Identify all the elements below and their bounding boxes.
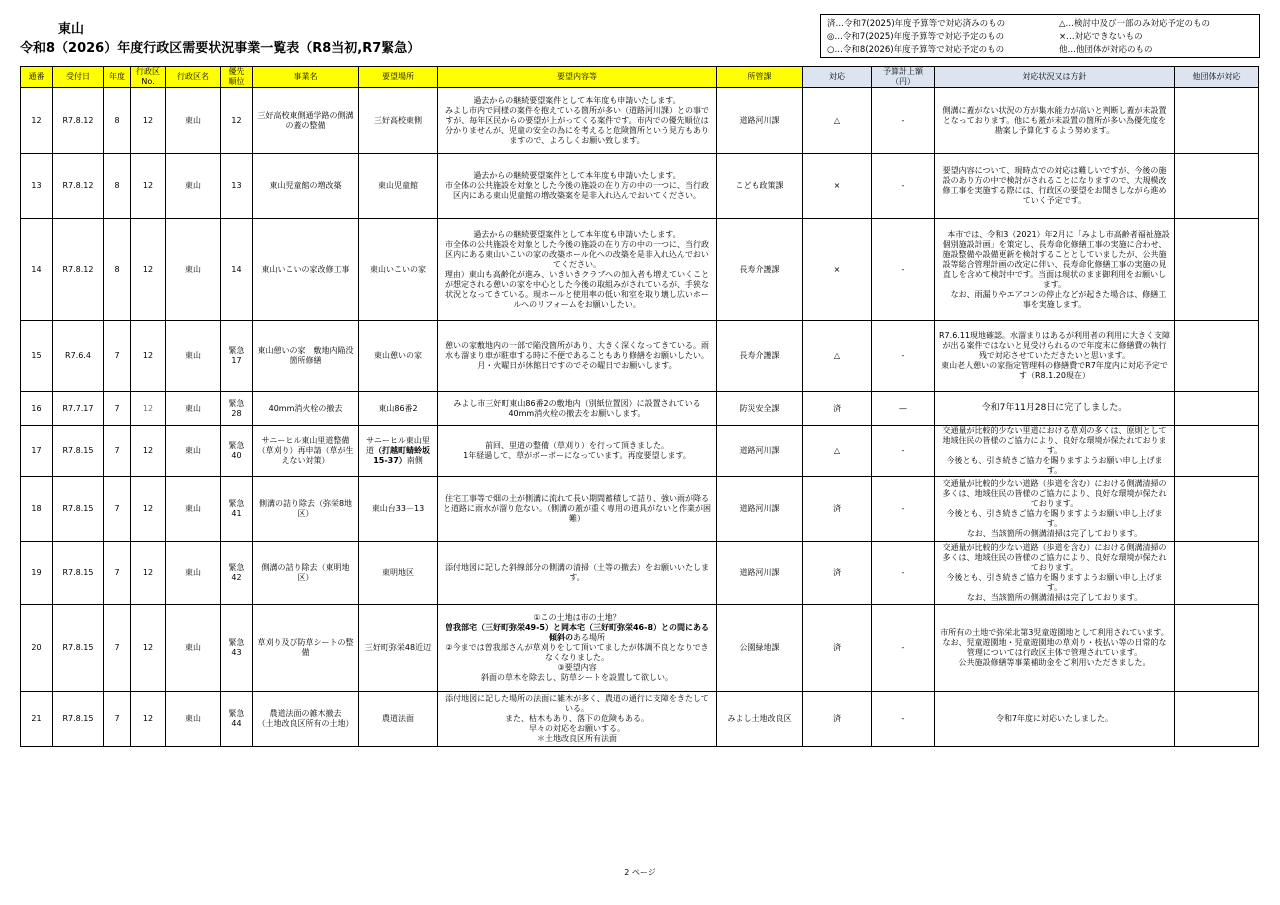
cell-district-name: 東山	[166, 542, 221, 605]
cell-priority: 緊急 28	[221, 392, 253, 426]
header-response: 対応	[803, 67, 872, 88]
cell-department: こども政策課	[717, 154, 803, 219]
place-text-part: 南側	[406, 456, 423, 465]
cell-department: 防災安全課	[717, 392, 803, 426]
table-row	[21, 154, 1259, 219]
cell-other	[1175, 88, 1259, 154]
cell-request: 前回、里道の整備（草刈り）を行って頂きました。 1年経過して、草がボーボーになっています。再度要望します。	[438, 426, 717, 477]
cell-department: 長寿介護課	[717, 219, 803, 321]
header-department: 所管課	[717, 67, 803, 88]
cell-response: △	[803, 88, 872, 154]
cell-place: 東山憩いの家	[359, 321, 438, 392]
legend-planned-r7: ◎…令和7(2025)年度予算等で対応予定のもの	[827, 32, 1005, 42]
header-request: 要望内容等	[438, 67, 717, 88]
cell-place: 東山台33－13	[359, 477, 438, 542]
cell-no: 19	[21, 542, 53, 605]
legend-other-org: 他…他団体が対応のもの	[1059, 45, 1153, 55]
cell-request: 過去からの継続要望案件として本年度も申請いたします。 みよし市内で同様の案件を抱えている箇所が多い（道路河川課）との事ですが、毎年区民からの要望が上がってくる案件です。市内での優先順位は分かりませんが、児童の安全の為にを考えると危険箇所という見方もありますので、よろしくお願い致します。	[438, 88, 717, 154]
cell-policy: 市所有の土地で弥栄北第3児童遊園地として利用されています。なお、児童遊園地・児童遊園地の草刈り・枝払い等の日常的な管理については行政区主体で管理されています。 公共施設修繕等事業補助金をご利用いただきました。	[935, 605, 1175, 692]
legend-not-possible: ×…対応できないもの	[1059, 32, 1143, 42]
request-table	[20, 66, 1259, 747]
place-text-part: サニーヒル東山里道	[366, 436, 430, 455]
cell-other	[1175, 542, 1259, 605]
cell-project: 側溝の詰り除去（東明地区）	[253, 542, 359, 605]
cell-budget: -	[872, 219, 935, 321]
table-row	[21, 88, 1259, 154]
cell-policy: 本市では、令和3（2021）年2月に「みよし市高齢者福祉施設個別施設計画」を策定し、長寿命化修繕工事の実施に合わせ、施設整備や設備更新を検討することとしていましたが、公共施設等総合管理計画の改定に伴い、長寿命化修繕工事の実施の見直しを含めて検討中です。当面は現状のまま御利用をお願いします。 なお、雨漏りやエアコンの停止などが起きた場合は、修繕工事を実施します。	[935, 219, 1175, 321]
cell-no: 17	[21, 426, 53, 477]
cell-policy: 要望内容について、現時点での対応は難しいですが、今後の施設のあり方の中で検討がされることになりますので、大規模改修工事を実施する際には、行政区の要望をお聞きしながら進めていく予定です。	[935, 154, 1175, 219]
header-date: 受付日	[53, 67, 104, 88]
cell-no: 15	[21, 321, 53, 392]
cell-year: 7	[104, 542, 131, 605]
table-body	[21, 88, 1259, 747]
cell-district-no: 12	[131, 154, 166, 219]
cell-request: みよし市三好町東山86番2の敷地内（別紙位置図）に設置されている40mm消火栓の撤去をお願いします。	[438, 392, 717, 426]
cell-response: △	[803, 426, 872, 477]
cell-other	[1175, 392, 1259, 426]
header-policy: 対応状況又は方針	[935, 67, 1175, 88]
cell-no: 20	[21, 605, 53, 692]
cell-district-name: 東山	[166, 88, 221, 154]
table-row	[21, 605, 1259, 692]
cell-request: 添付地図に記した斜線部分の側溝の清掃（土等の撤去）をお願いいたします。	[438, 542, 717, 605]
cell-district-name: 東山	[166, 154, 221, 219]
cell-request: 過去からの継続要望案件として本年度も申請いたします。 市全体の公共施設を対象とした今後の施設の在り方の中の一つに、当行政区内にある東山いこいの家の改築ホール化への改築を是非入れ込んでおいてください。 理由）東山も高齢化が進み、いきいきクラブへの加入者も増えていくことが想定される憩いの家を中心とした今後の取組みがされているが、手狭な状況となってきている。現ホールと使用率の低い和室を取り壊し広いホールへのリフォームをお願いしたい。	[438, 219, 717, 321]
cell-policy: 交通量が比較的少ない道路（歩道を含む）における側溝清掃の多くは、地域住民の皆様のご協力により、良好な環境が保たれております。 今後とも、引き続きご協力を賜りますようお願い申し上げます。 なお、当該箇所の側溝清掃は完了しております。	[935, 542, 1175, 605]
cell-response: 済	[803, 477, 872, 542]
cell-policy: 交通量が比較的少ない道路（歩道を含む）における側溝清掃の多くは、地域住民の皆様のご協力により、良好な環境が保たれております。 今後とも、引き続きご協力を賜りますようお願い申し上げます。 なお、当該箇所の側溝清掃は完了しております。	[935, 477, 1175, 542]
cell-response: 済	[803, 542, 872, 605]
cell-priority: 緊急 44	[221, 692, 253, 747]
cell-response: ×	[803, 219, 872, 321]
cell-district-no: 12	[131, 692, 166, 747]
cell-budget: -	[872, 154, 935, 219]
cell-project: 三好高校東側通学路の側溝の蓋の整備	[253, 88, 359, 154]
cell-district-name: 東山	[166, 605, 221, 692]
cell-district-name: 東山	[166, 426, 221, 477]
cell-no: 12	[21, 88, 53, 154]
cell-budget: -	[872, 542, 935, 605]
cell-priority: 14	[221, 219, 253, 321]
cell-other	[1175, 477, 1259, 542]
cell-year: 8	[104, 219, 131, 321]
cell-place: 東山86番2	[359, 392, 438, 426]
cell-year: 7	[104, 477, 131, 542]
cell-date: R7.8.12	[53, 219, 104, 321]
cell-date: R7.8.15	[53, 542, 104, 605]
legend-done: 済…令和7(2025)年度予算等で対応済みのもの	[827, 19, 1006, 29]
cell-date: R7.8.12	[53, 88, 104, 154]
header-other: 他団体が対応	[1175, 67, 1259, 88]
cell-date: R7.8.12	[53, 154, 104, 219]
page-title: 令和8（2026）年度行政区需要状況事業一覧表（R8当初,R7緊急）	[20, 41, 421, 56]
cell-place	[359, 426, 438, 477]
legend-planned-r8: ○…令和8(2026)年度予算等で対応予定のもの	[827, 45, 1005, 55]
cell-place: 農道法面	[359, 692, 438, 747]
cell-district-name: 東山	[166, 392, 221, 426]
cell-district-no: 12	[131, 426, 166, 477]
cell-policy: 令和7年度に対応いたしました。	[935, 692, 1175, 747]
cell-budget: -	[872, 321, 935, 392]
cell-district-name: 東山	[166, 219, 221, 321]
cell-request: 住宅工事等で畑の土が側溝に流れて長い期間蓄積して詰り、強い雨が降ると道路に雨水が溜り危ない。（側溝の蓋が重く専用の道具がないと作業が困難）	[438, 477, 717, 542]
header-place: 要望場所	[359, 67, 438, 88]
cell-budget: -	[872, 692, 935, 747]
cell-department: 道路河川課	[717, 477, 803, 542]
district-heading: 東山	[58, 22, 85, 37]
cell-request: 添付地図に記した場所の法面に雑木が多く、農道の通行に支障をきたしている。 また、枯木もあり、落下の危険もある。 早々の対応をお願いする。 ＊土地改良区所有法面	[438, 692, 717, 747]
cell-project: 東山憩いの家 敷地内陥没箇所修繕	[253, 321, 359, 392]
cell-year: 7	[104, 426, 131, 477]
cell-place: 東山児童館	[359, 154, 438, 219]
table-row	[21, 477, 1259, 542]
cell-district-no: 12	[131, 477, 166, 542]
cell-no: 13	[21, 154, 53, 219]
cell-priority: 12	[221, 88, 253, 154]
table-row	[21, 321, 1259, 392]
cell-department: 道路河川課	[717, 426, 803, 477]
table-row	[21, 392, 1259, 426]
header-no: 通番	[21, 67, 53, 88]
header-district-no: 行政区 No.	[131, 67, 166, 88]
request-text-part: 曽我部宅（三好町弥栄49-5）と岡本宅（三好町弥栄46-8）との間にある傾斜の	[444, 623, 710, 642]
cell-other	[1175, 692, 1259, 747]
cell-other	[1175, 219, 1259, 321]
cell-district-name: 東山	[166, 692, 221, 747]
cell-department: 公園緑地課	[717, 605, 803, 692]
cell-department: 道路河川課	[717, 542, 803, 605]
cell-no: 14	[21, 219, 53, 321]
header-district-name: 行政区名	[166, 67, 221, 88]
cell-no: 18	[21, 477, 53, 542]
cell-district-name: 東山	[166, 321, 221, 392]
header-project: 事業名	[253, 67, 359, 88]
cell-response: ×	[803, 154, 872, 219]
cell-priority: 緊急 17	[221, 321, 253, 392]
cell-date: R7.8.15	[53, 692, 104, 747]
cell-district-no: 12	[131, 542, 166, 605]
cell-project: 草刈り及び防草シートの整備	[253, 605, 359, 692]
header-row	[21, 67, 1259, 88]
cell-priority: 13	[221, 154, 253, 219]
cell-budget: -	[872, 426, 935, 477]
table-row	[21, 542, 1259, 605]
place-text-part: （打越町蜻蛉坂15-37）	[373, 446, 430, 465]
cell-project: サニーヒル東山里道整備（草刈り）再申請（草が生えない対策）	[253, 426, 359, 477]
cell-project: 農道法面の雑木撤去 （土地改良区所有の土地）	[253, 692, 359, 747]
cell-priority: 緊急 40	[221, 426, 253, 477]
header-year: 年度	[104, 67, 131, 88]
cell-priority: 緊急 41	[221, 477, 253, 542]
cell-response: △	[803, 321, 872, 392]
cell-other	[1175, 154, 1259, 219]
cell-policy: R7.6.11現地確認。水溜まりはあるが利用者の利用に大きく支障が出る案件ではないと見受けられるので年度末に修繕費の執行残で対応させていただきたいと思います。 東山老人憩いの家指定管理料の修繕費でR7年度内に対応予定です（R8.1.20現在）	[935, 321, 1175, 392]
cell-year: 7	[104, 321, 131, 392]
cell-budget: —	[872, 392, 935, 426]
cell-priority: 緊急 43	[221, 605, 253, 692]
cell-place: 東山いこいの家	[359, 219, 438, 321]
cell-year: 8	[104, 88, 131, 154]
request-text-part: ①この土地は市の土地？	[533, 613, 621, 622]
cell-other	[1175, 605, 1259, 692]
cell-project: 東山児童館の増改築	[253, 154, 359, 219]
cell-policy: 側溝に蓋がない状況の方が集水能力が高いと判断し蓋が未設置となっております。他にも蓋が未設置の箇所が多い為優先度を勘案し予算化するよう努めます。	[935, 88, 1175, 154]
table-row	[21, 426, 1259, 477]
cell-response: 済	[803, 692, 872, 747]
header-budget: 予算計上額 （円）	[872, 67, 935, 88]
cell-date: R7.7.17	[53, 392, 104, 426]
cell-policy: 令和7年11月28日に完了しました。	[935, 392, 1175, 426]
cell-request	[438, 605, 717, 692]
cell-district-name: 東山	[166, 477, 221, 542]
table-row	[21, 219, 1259, 321]
cell-other	[1175, 321, 1259, 392]
cell-department: 道路河川課	[717, 88, 803, 154]
legend-box	[820, 14, 1260, 58]
cell-place: 三好高校東側	[359, 88, 438, 154]
cell-date: R7.8.15	[53, 605, 104, 692]
cell-response: 済	[803, 605, 872, 692]
cell-year: 7	[104, 605, 131, 692]
cell-project: 40mm消火栓の撤去	[253, 392, 359, 426]
cell-department: 長寿介護課	[717, 321, 803, 392]
cell-year: 7	[104, 392, 131, 426]
cell-policy: 交通量が比較的少ない里道における草刈の多くは、原則として地域住民の皆様のご協力により、良好な環境が保たれております。 今後とも、引き続きご協力を賜りますようお願い申し上げます。	[935, 426, 1175, 477]
cell-request: 憩いの家敷地内の一部で陥没箇所があり、大きく深くなってきている。雨水も溜まり車が駐車する時に不便であることもあり修繕をお願いしたい。 月・火曜日が休館日ですのでその曜日でお願いします。	[438, 321, 717, 392]
cell-district-no: 12	[131, 219, 166, 321]
cell-budget: -	[872, 605, 935, 692]
cell-district-no: 12	[131, 605, 166, 692]
legend-under-review: △…検討中及び一部のみ対応予定のもの	[1059, 19, 1211, 29]
cell-date: R7.8.15	[53, 426, 104, 477]
cell-date: R7.6.4	[53, 321, 104, 392]
cell-budget: -	[872, 88, 935, 154]
header-priority: 優先 順位	[221, 67, 253, 88]
cell-other	[1175, 426, 1259, 477]
cell-department: みよし土地改良区	[717, 692, 803, 747]
request-text-part: ある場所 ②今までは曽我部さんが草刈りをして頂いてましたが体調不良となりできなくなりました。 ③要望内容 斜面の草木を除去し、防草シートを設置して欲しい。	[445, 633, 709, 682]
cell-year: 7	[104, 692, 131, 747]
cell-request: 過去からの継続要望案件として本年度も申請いたします。 市全体の公共施設を対象とした今後の施設の在り方の中の一つに、当行政区内にある東山児童館の増改築案を是非入れ込んでおいてください。	[438, 154, 717, 219]
cell-no: 16	[21, 392, 53, 426]
cell-priority: 緊急 42	[221, 542, 253, 605]
cell-district-no: 12	[131, 321, 166, 392]
cell-place: 三好町弥栄48近辺	[359, 605, 438, 692]
cell-district-no: 12	[131, 392, 166, 426]
table-row	[21, 692, 1259, 747]
cell-date: R7.8.15	[53, 477, 104, 542]
cell-response: 済	[803, 392, 872, 426]
page-number: 2 ページ	[624, 868, 656, 877]
cell-project: 側溝の詰り除去（弥栄8地区）	[253, 477, 359, 542]
cell-budget: -	[872, 477, 935, 542]
cell-district-no: 12	[131, 88, 166, 154]
cell-year: 8	[104, 154, 131, 219]
cell-project: 東山いこいの家改修工事	[253, 219, 359, 321]
cell-place: 東明地区	[359, 542, 438, 605]
cell-no: 21	[21, 692, 53, 747]
